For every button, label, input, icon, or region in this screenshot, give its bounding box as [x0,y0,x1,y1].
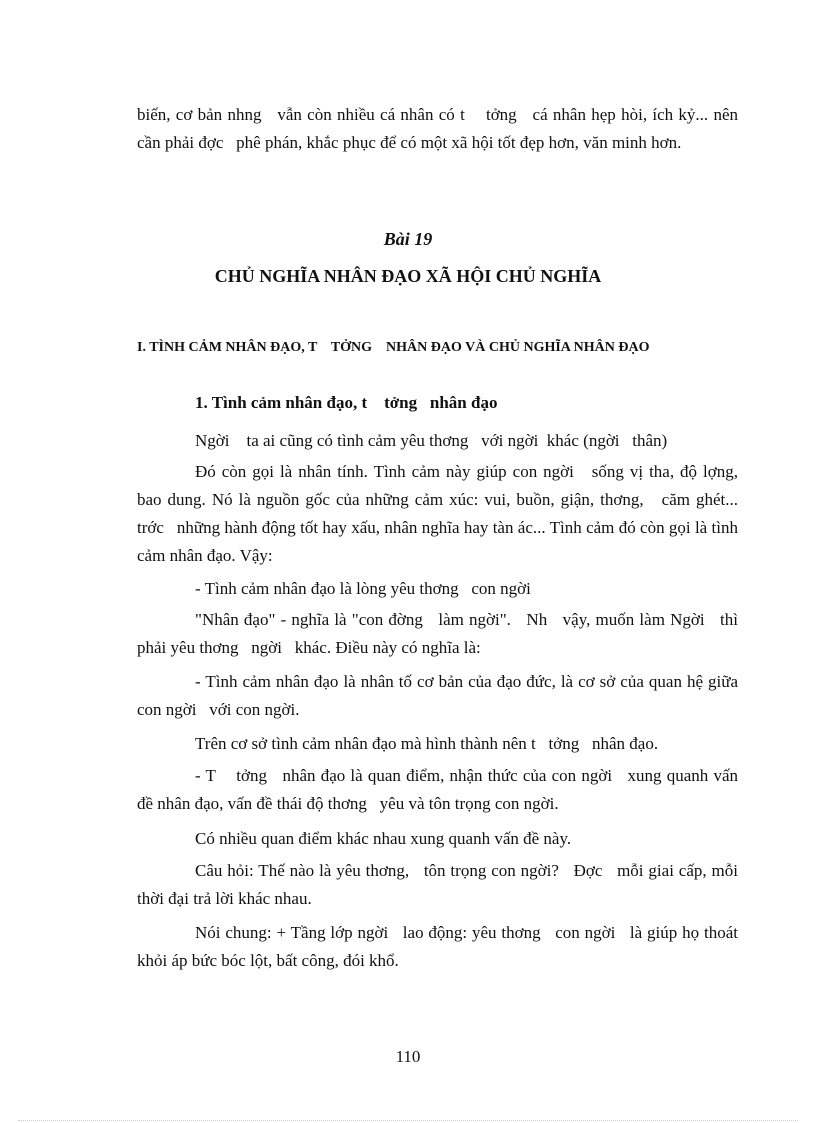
body-paragraph-7: - T tởng nhân đạo là quan điểm, nhận thức của con ngời xung quanh vấn đề nhân đạo, vấn đề thái độ thơng yêu và tôn trọng con ngời. [137,766,743,813]
page-number: 110 [395,1047,421,1066]
subsection-heading: 1. Tình cảm nhân đạo, t tởng nhân đạo [195,393,498,412]
body-paragraph-3: - Tình cảm nhân đạo là lòng yêu thơng con ngời [195,579,531,598]
body-paragraph-8: Có nhiều quan điểm khác nhau xung quanh vấn đề này. [195,829,572,848]
intro-paragraph: biến, cơ bản nhng vẫn còn nhiều cá nhân có t tởng cá nhân hẹp hòi, ích kỷ... nên cần phải đợc phê phán, khắc phục để có một xã hội tốt đẹp hơn, văn minh hơn. [137,105,743,152]
chapter-title: CHỦ NGHĨA NHÂN ĐẠO XÃ HỘI CHỦ NGHĨA [214,266,602,286]
lesson-number: Bài 19 [383,229,433,249]
body-paragraph-2: Đó còn gọi là nhân tính. Tình cảm này giúp con ngời sống vị tha, độ lợng, bao dung. Nó là nguồn gốc của những cảm xúc: vui, buồn, giận, thơng, căm ghét... trớc những hành động tốt hay xấu, nhân nghĩa hay tàn ác... Tình cảm đó còn gọi là tình cảm nhân đạo. Vậy: [137,462,751,565]
body-paragraph-1: Ngời ta ai cũng có tình cảm yêu thơng với ngời khác (ngời thân) [195,431,668,450]
body-paragraph-4: "Nhân đạo" - nghĩa là "con đờng làm ngời". Nh vậy, muốn làm Ngời thì phải yêu thơng ngời khác. Điều này có nghĩa là: [137,610,743,657]
body-paragraph-5: - Tình cảm nhân đạo là nhân tố cơ bản của đạo đức, là cơ sở của quan hệ giữa con ngời với con ngời. [137,672,743,719]
page-bottom-divider [18,1120,798,1121]
body-paragraph-6: Trên cơ sở tình cảm nhân đạo mà hình thành nên t tởng nhân đạo. [195,734,659,753]
section-heading: I. TÌNH CẢM NHÂN ĐẠO, T TỞNG NHÂN ĐẠO VÀ CHỦ NGHĨA NHÂN ĐẠO [137,340,650,355]
body-paragraph-9: Câu hỏi: Thế nào là yêu thơng, tôn trọng con ngời? Đợc mỗi giai cấp, mỗi thời đại trả lời khác nhau. [137,861,743,908]
body-paragraph-10: Nói chung: + Tầng lớp ngời lao động: yêu thơng con ngời là giúp họ thoát khỏi áp bức bóc lột, bất công, đói khổ. [137,923,743,970]
